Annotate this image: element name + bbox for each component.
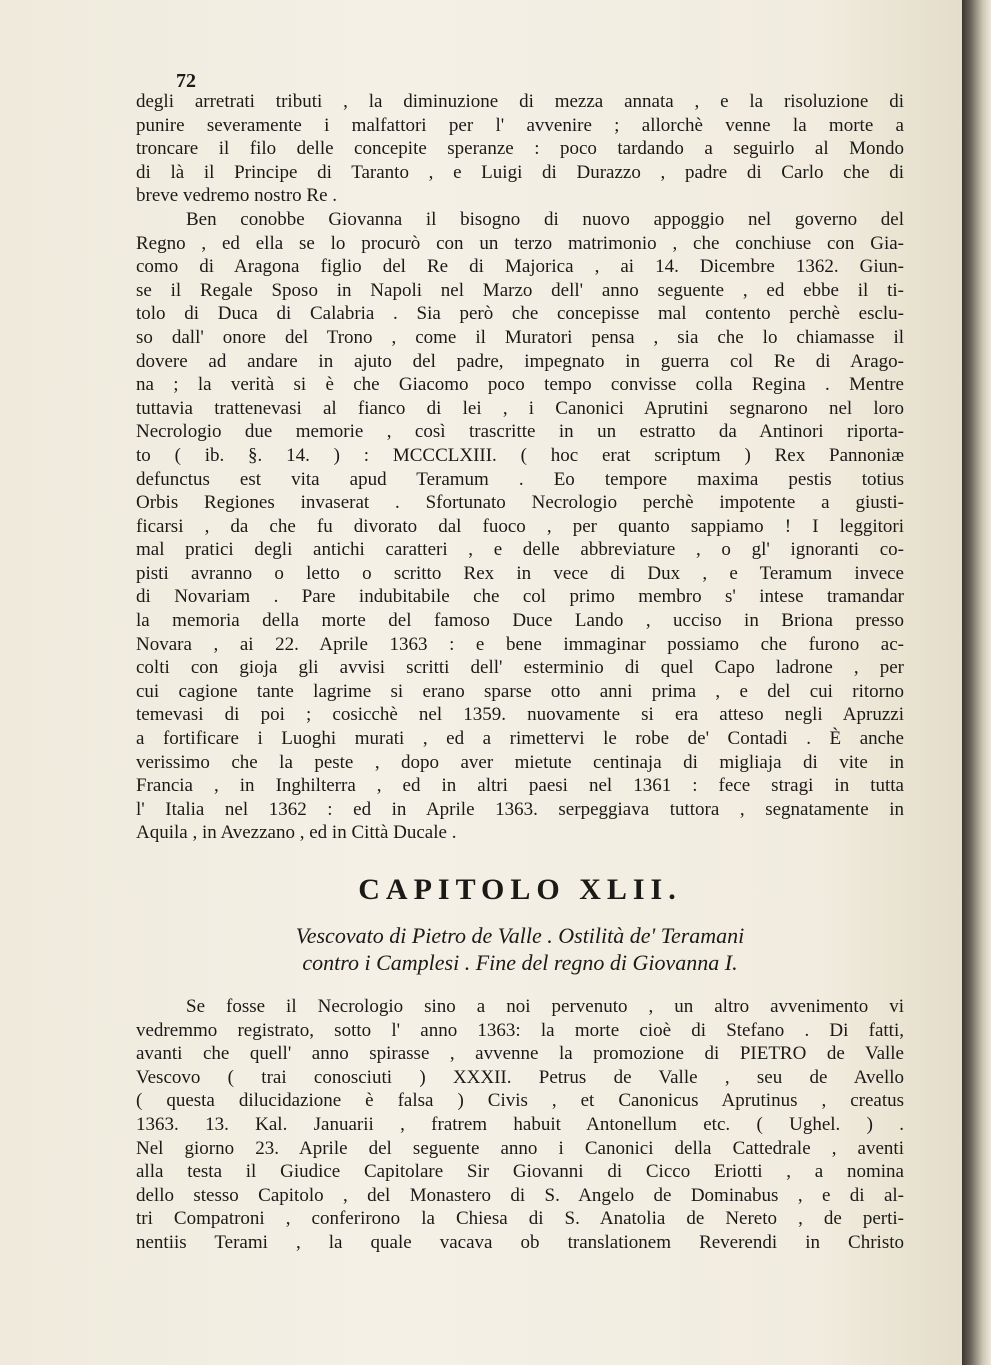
text-line: se il Regale Sposo in Napoli nel Marzo dell' anno seguente , ed ebbe il ti- — [136, 279, 904, 301]
body-text-bottom — [136, 995, 904, 1255]
text-line: ( questa dilucidazione è falsa ) Civis , et Canonicus Aprutinus , creatus — [136, 1090, 904, 1112]
text-line: Ben conobbe Giovanna il bisogno di nuovo appoggio nel governo del — [186, 208, 904, 230]
text-line: na ; la verità si è che Giacomo poco tempo convisse colla Regina . Mentre — [136, 374, 904, 396]
body-text-top — [136, 90, 904, 845]
text-line: avanti che quell' anno spirasse , avvenne la promozione di PIETRO de Valle — [136, 1043, 904, 1065]
text-line: tolo di Duca di Calabria . Sia però che concepisse mal contento perchè esclu- — [136, 303, 904, 325]
text-line: 1363. 13. Kal. Januarii , fratrem habuit Antonellum etc. ( Ughel. ) . — [136, 1113, 904, 1135]
text-line: verissimo che la peste , dopo aver mietute centinaja di migliaja di vite in — [136, 751, 904, 773]
text-line: dovere ad andare in ajuto del padre, impegnato in guerra col Re di Arago- — [136, 350, 904, 372]
text-line: alla testa il Giudice Capitolare Sir Giovanni di Cicco Eriotti , a nomina — [136, 1161, 904, 1183]
subtitle-line: Vescovato di Pietro de Valle . Ostilità de' Teramani — [295, 923, 745, 948]
page-number: 72 — [176, 70, 196, 92]
text-line: ficarsi , da che fu divorato dal fuoco , per quanto sappiamo ! I leggitori — [136, 515, 904, 537]
text-line: como di Aragona figlio del Re di Majorica , ai 14. Dicembre 1362. Giun- — [136, 256, 904, 278]
text-line: a fortificare i Luoghi murati , ed a rimettervi le robe de' Contadi . È anche — [136, 728, 904, 750]
text-line: pisti avranno o letto o scritto Rex in vece di Dux , e Teramum invece — [136, 562, 904, 584]
text-line: Francia , in Inghilterra , ed in altri paesi nel 1361 : fece stragi in tutta — [136, 775, 904, 797]
text-line: so dall' onore del Trono , come il Muratori pensa , sia che lo chiamasse il — [136, 326, 904, 348]
text-line: temevasi di poi ; cosicchè nel 1359. nuovamente si era atteso negli Apruzzi — [136, 704, 904, 726]
text-line: tuttavia trattenevasi al fianco di lei , i Canonici Aprutini segnarono nel loro — [136, 397, 904, 419]
text-line: l' Italia nel 1362 : ed in Aprile 1363. serpeggiava tuttora , segnatamente in — [136, 798, 904, 820]
text-line: Orbis Regiones invaserat . Sfortunato Necrologio perchè impotente a giusti- — [136, 492, 904, 514]
text-line: Novara , ai 22. Aprile 1363 : e bene immaginar possiamo che furono ac- — [136, 633, 904, 655]
text-line: cui cagione tante lagrime si erano sparse otto anni prima , e del cui ritorno — [136, 680, 904, 702]
text-line: di là il Principe di Taranto , e Luigi di Durazzo , padre di Carlo che di — [136, 161, 904, 183]
text-line: defunctus est vita apud Teramum . Eo tempore maxima pestis totius — [136, 468, 904, 490]
chapter-subtitle — [136, 922, 904, 976]
text-line: la memoria della morte del famoso Duce Lando , ucciso in Briona presso — [136, 610, 904, 632]
text-line: to ( ib. §. 14. ) : MCCCLXIII. ( hoc erat scriptum ) Rex Pannoniæ — [136, 444, 904, 466]
text-line: mal pratici degli antichi caratteri , e delle abbreviature , o gl' ignoranti co- — [136, 539, 904, 561]
text-line: Nel giorno 23. Aprile del seguente anno i Canonici della Cattedrale , aventi — [136, 1137, 904, 1159]
page-gutter-shadow — [962, 0, 991, 1365]
text-line: vedremmo registrato, sotto l' anno 1363: la morte cioè di Stefano . Di fatti, — [136, 1019, 904, 1041]
text-line: Regno , ed ella se lo procurò con un terzo matrimonio , che conchiuse con Gia- — [136, 232, 904, 254]
text-line: punire severamente i malfattori per l' avvenire ; allorchè venne la morte a — [136, 114, 904, 136]
text-line: Vescovo ( trai conosciuti ) XXXII. Petrus de Valle , seu de Avello — [136, 1066, 904, 1088]
text-line: Necrologio due memorie , così trascritte in un estratto da Antinori riporta- — [136, 421, 904, 443]
text-line: colti con gioja gli avvisi scritti dell' esterminio di quel Capo ladrone , per — [136, 657, 904, 679]
text-line: breve vedremo nostro Re . — [136, 185, 338, 207]
text-line: dello stesso Capitolo , del Monastero di S. Angelo de Dominabus , e di al- — [136, 1184, 904, 1206]
text-line: degli arretrati tributi , la diminuzione di mezza annata , e la risoluzione di — [136, 91, 904, 112]
text-line: Se fosse il Necrologio sino a noi pervenuto , un altro avvenimento vi — [186, 996, 904, 1017]
text-line: troncare il filo delle concepite speranze : poco tardando a seguirlo al Mondo — [136, 138, 904, 160]
text-line: di Novariam . Pare indubitabile che col primo membro s' intese tramandar — [136, 586, 904, 608]
text-line: Aquila , in Avezzano , ed in Città Ducale . — [136, 822, 457, 844]
subtitle-line: contro i Camplesi . Fine del regno di Giovanna I. — [302, 950, 738, 975]
text-line: nentiis Terami , la quale vacava ob translationem Reverendi in Christo — [136, 1231, 904, 1253]
text-line: tri Compatroni , conferirono la Chiesa di S. Anatolia de Nereto , de perti- — [136, 1208, 904, 1230]
chapter-heading: CAPITOLO XLII. — [358, 873, 682, 906]
